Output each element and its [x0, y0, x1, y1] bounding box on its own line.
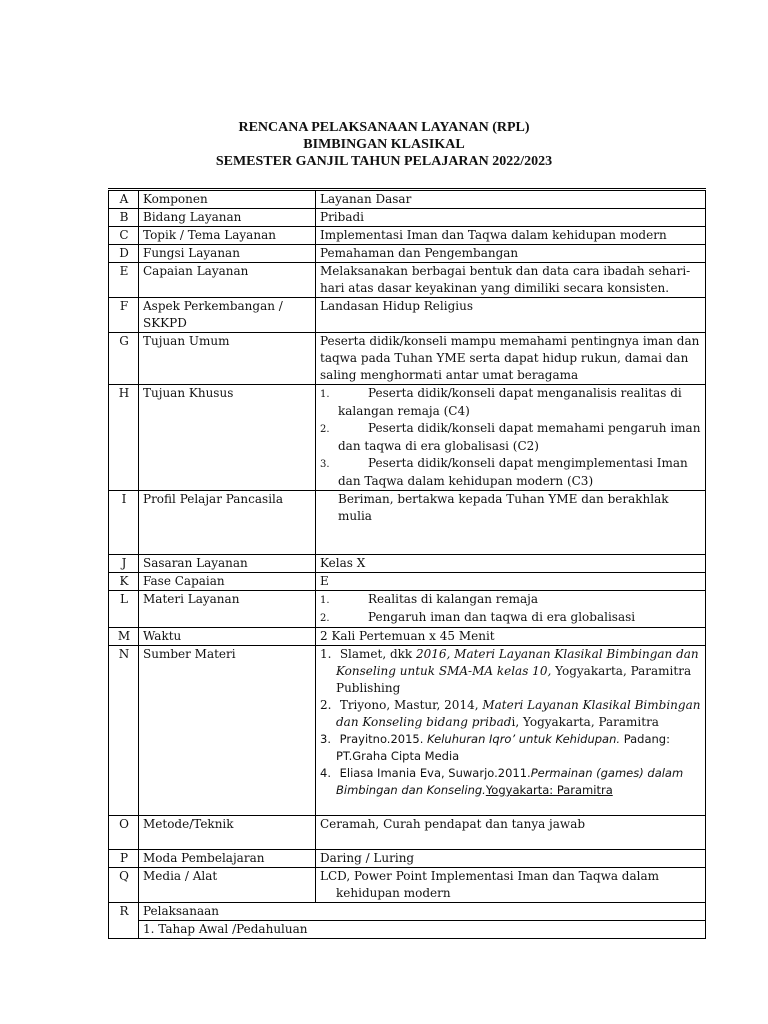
row-value: Kelas X	[316, 555, 706, 573]
row-label: Capaian Layanan	[139, 263, 316, 298]
row-letter: F	[109, 298, 139, 333]
list-number: 3.	[320, 459, 330, 470]
table-row	[109, 591, 706, 628]
list-item	[320, 455, 702, 490]
row-letter: H	[109, 385, 139, 491]
list-number: 3.	[320, 732, 331, 746]
row-label: Bidang Layanan	[139, 209, 316, 227]
row-label: Tujuan Khusus	[139, 385, 316, 491]
table-row	[109, 190, 706, 209]
row-letter: G	[109, 333, 139, 385]
document-semester: SEMESTER GANJIL TAHUN PELAJARAN 2022/2023	[215, 154, 553, 169]
row-label: Materi Layanan	[139, 591, 316, 628]
list-number: 2.	[320, 698, 332, 712]
table-row	[109, 903, 706, 921]
row-value: Ceramah, Curah pendapat dan tanya jawab	[316, 816, 706, 850]
row-letter: O	[109, 816, 139, 850]
row-letter: A	[109, 190, 139, 209]
row-label: Metode/Teknik	[139, 816, 316, 850]
row-label: Waktu	[139, 628, 316, 646]
list-item	[320, 609, 702, 627]
row-value: Peserta didik/konseli mampu memahami pentingnya iman dan taqwa pada Tuhan YME serta dapat hidup rukun, damai dan saling menghormati antar umat beragama	[316, 333, 706, 385]
row-letter: M	[109, 628, 139, 646]
table-row	[109, 333, 706, 385]
row-subsection: 1. Tahap Awal /Pedahuluan	[139, 921, 706, 939]
row-value: Implementasi Iman dan Taqwa dalam kehidupan modern	[316, 227, 706, 245]
table-row	[109, 385, 706, 491]
row-letter: N	[109, 646, 139, 816]
row-value: E	[316, 573, 706, 591]
row-label: Pelaksanaan	[139, 903, 706, 921]
table-row	[109, 628, 706, 646]
row-value: LCD, Power Point Implementasi Iman dan Taqwa dalam kehidupan modern	[316, 868, 706, 903]
row-value	[316, 385, 706, 491]
row-label: Topik / Tema Layanan	[139, 227, 316, 245]
row-value: Pemahaman dan Pengembangan	[316, 245, 706, 263]
table-row	[109, 263, 706, 298]
sumber-materi-list	[320, 646, 702, 799]
row-label: Sasaran Layanan	[139, 555, 316, 573]
row-label: Fungsi Layanan	[139, 245, 316, 263]
row-value	[316, 591, 706, 628]
table-row	[109, 245, 706, 263]
row-letter: Q	[109, 868, 139, 903]
row-letter: K	[109, 573, 139, 591]
list-text: Peserta didik/konseli dapat memahami pengaruh iman dan taqwa di era globalisasi (C2)	[338, 421, 701, 453]
materi-list	[320, 591, 702, 627]
row-letter: P	[109, 850, 139, 868]
row-letter: B	[109, 209, 139, 227]
table-row	[109, 850, 706, 868]
list-item	[320, 385, 702, 420]
table-row	[109, 816, 706, 850]
list-text: Peserta didik/konseli dapat mengimplementasi Iman dan Taqwa dalam kehidupan modern (C3)	[338, 456, 688, 488]
row-label: Media / Alat	[139, 868, 316, 903]
row-value: Melaksanakan berbagai bentuk dan data cara ibadah sehari-hari atas dasar keyakinan yang dimiliki secara konsisten.	[316, 263, 706, 298]
list-text: Peserta didik/konseli dapat menganalisis realitas di kalangan remaja (C4)	[338, 386, 682, 418]
list-item: 2. Triyono, Mastur, 2014, Materi Layanan Klasikal Bimbingan dan Konseling bidang pribadi, Yogyakarta, Paramitra	[320, 698, 701, 729]
row-letter: C	[109, 227, 139, 245]
row-value: Beriman, bertakwa kepada Tuhan YME dan berakhlak mulia	[316, 491, 706, 555]
list-number: 2.	[320, 424, 330, 435]
list-number: 1.	[320, 647, 332, 661]
tujuan-khusus-list	[320, 385, 702, 490]
table-row	[109, 491, 706, 555]
list-item	[320, 591, 702, 609]
row-label: Sumber Materi	[139, 646, 316, 816]
row-letter: J	[109, 555, 139, 573]
row-letter: E	[109, 263, 139, 298]
table-row	[109, 921, 706, 939]
list-item: 4. Eliasa Imania Eva, Suwarjo.2011.Permainan (games) dalam Bimbingan dan Konseling.Yogyakarta: Paramitra	[320, 766, 684, 797]
table-row	[109, 646, 706, 816]
row-label: Tujuan Umum	[139, 333, 316, 385]
row-value: Daring / Luring	[316, 850, 706, 868]
document-subtitle: BIMBINGAN KLASIKAL	[303, 137, 465, 152]
table-row	[109, 555, 706, 573]
document-title: RENCANA PELAKSANAAN LAYANAN (RPL)	[238, 120, 530, 135]
list-number: 4.	[320, 766, 331, 780]
list-item	[320, 420, 702, 455]
row-letter: D	[109, 245, 139, 263]
row-value	[316, 646, 706, 816]
row-letter: I	[109, 491, 139, 555]
list-item: 1. Slamet, dkk 2016, Materi Layanan Klasikal Bimbingan dan Konseling untuk SMA-MA kelas 10, Yogyakarta, Paramitra Publishing	[320, 647, 699, 695]
list-number: 1.	[320, 389, 330, 400]
list-number: 2.	[320, 613, 330, 624]
list-item: 3. Prayitno.2015. Keluhuran Iqro’ untuk Kehidupan. Padang: PT.Graha Cipta Media	[320, 732, 670, 763]
row-label: Moda Pembelajaran	[139, 850, 316, 868]
list-text: Pengaruh iman dan taqwa di era globalisasi	[368, 610, 636, 624]
table-row	[109, 298, 706, 333]
row-label: Fase Capaian	[139, 573, 316, 591]
row-value: Landasan Hidup Religius	[316, 298, 706, 333]
row-label: Profil Pelajar Pancasila	[139, 491, 316, 555]
rpl-table	[108, 188, 706, 939]
row-value: Layanan Dasar	[316, 190, 706, 209]
row-value: Pribadi	[316, 209, 706, 227]
table-row	[109, 227, 706, 245]
list-number: 1.	[320, 595, 330, 606]
table-row	[109, 573, 706, 591]
row-value: 2 Kali Pertemuan x 45 Menit	[316, 628, 706, 646]
list-text: Realitas di kalangan remaja	[368, 592, 539, 606]
row-label: Komponen	[139, 190, 316, 209]
row-letter: L	[109, 591, 139, 628]
row-label: Aspek Perkembangan / SKKPD	[139, 298, 316, 333]
row-letter: R	[109, 903, 139, 939]
table-row	[109, 209, 706, 227]
table-row	[109, 868, 706, 903]
